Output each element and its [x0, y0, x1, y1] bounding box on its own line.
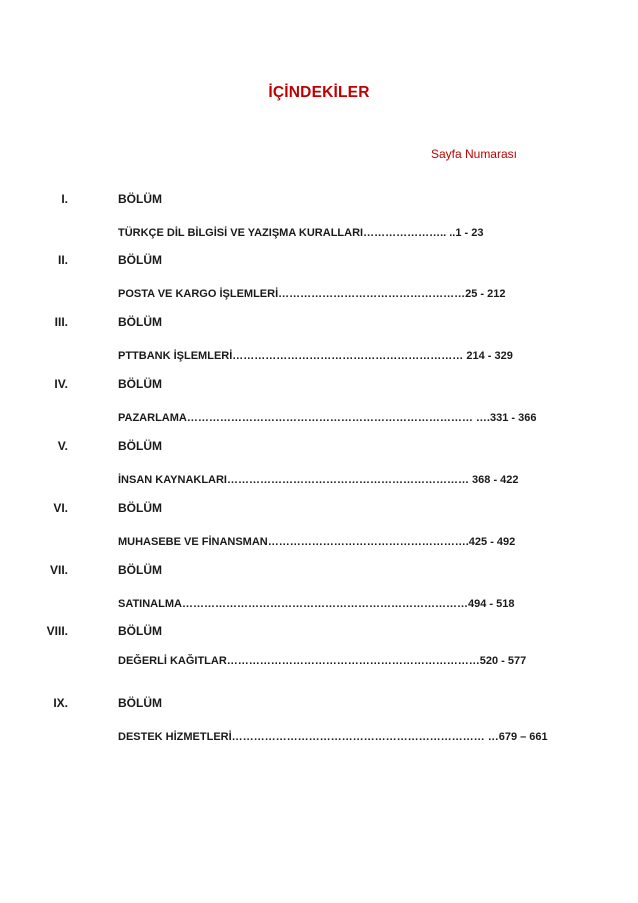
section-roman-numeral: VII. [49, 563, 68, 577]
section-roman-numeral: V. [57, 439, 68, 453]
section-roman-numeral: IV. [54, 377, 68, 391]
toc-entry: İNSAN KAYNAKLARI………………………………………………………… 368 - 422 [118, 474, 519, 486]
section-roman-numeral: III. [54, 315, 68, 329]
page-number-column-header: Sayfa Numarası [430, 147, 517, 161]
toc-section [0, 377, 638, 437]
toc-entry: POSTA VE KARGO İŞLEMLERİ……………………………………………25 - 212 [118, 288, 506, 300]
section-roman-numeral: I. [61, 192, 68, 206]
section-heading: BÖLÜM [118, 377, 162, 391]
toc-section [0, 439, 638, 499]
section-heading: BÖLÜM [118, 192, 162, 206]
section-heading: BÖLÜM [118, 439, 162, 453]
toc-entry: TÜRKÇE DİL BİLGİSİ VE YAZIŞMA KURALLARI………………….. ..1 - 23 [118, 227, 484, 239]
section-heading: BÖLÜM [118, 624, 162, 638]
toc-section [0, 315, 638, 375]
toc-entry: SATINALMA……………………………………………………………………494 - 518 [118, 598, 515, 610]
section-heading: BÖLÜM [118, 563, 162, 577]
section-roman-numeral: VI. [53, 501, 68, 515]
toc-section [0, 563, 638, 623]
section-heading: BÖLÜM [118, 501, 162, 515]
toc-entry: DEĞERLİ KAĞITLAR……………………………………………………………520 - 577 [118, 655, 527, 667]
toc-title: İÇİNDEKİLER [268, 84, 370, 101]
section-roman-numeral: VIII. [46, 624, 68, 638]
section-heading: BÖLÜM [118, 315, 162, 329]
toc-entry: MUHASEBE VE FİNANSMAN……………………………………………….425 - 492 [118, 536, 516, 548]
section-roman-numeral: II. [57, 253, 68, 267]
toc-entry: PAZARLAMA…………………………………………………………………… ….331 - 366 [118, 412, 537, 424]
toc-section [0, 253, 638, 313]
toc-entry: DESTEK HİZMETLERİ…………………………………………………………… …679 – 661 [118, 731, 548, 743]
toc-section [0, 501, 638, 561]
toc-section [0, 624, 638, 684]
toc-entry: PTTBANK İŞLEMLERİ……………………………………………………… 214 - 329 [118, 350, 513, 362]
section-heading: BÖLÜM [118, 253, 162, 267]
section-roman-numeral: IX. [53, 696, 68, 710]
section-heading: BÖLÜM [118, 696, 162, 710]
toc-section [0, 696, 638, 756]
toc-section [0, 192, 638, 252]
